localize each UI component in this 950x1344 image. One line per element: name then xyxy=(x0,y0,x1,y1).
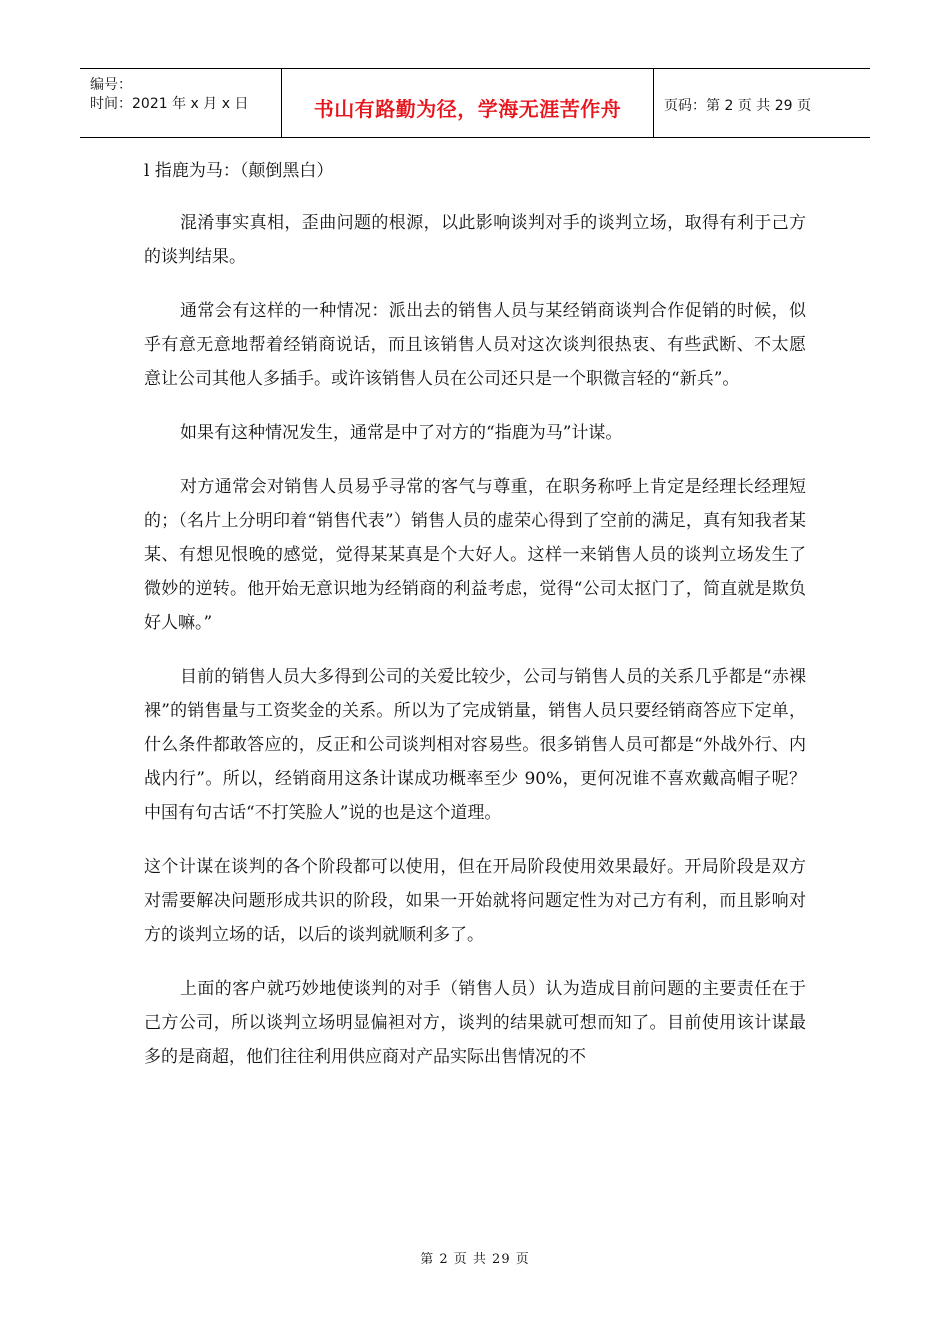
header-page-cell xyxy=(654,69,870,137)
header-motto: 书山有路勤为径，学海无涯苦作舟 xyxy=(313,97,622,121)
paragraph-1: 混淆事实真相，歪曲问题的根源，以此影响谈判对手的谈判立场，取得有利于己方的谈判结果。 xyxy=(144,213,806,267)
page-footer: 第 2 页 共 29 页 xyxy=(420,1252,530,1267)
page-header xyxy=(80,68,870,138)
document-date-label: 时间：2021 年 x 月 x 日 xyxy=(90,96,249,112)
paragraph-6: 这个计谋在谈判的各个阶段都可以使用，但在开局阶段使用效果最好。开局阶段是双方对需要解决问题形成共识的阶段，如果一开始就将问题定性为对己方有利，而且影响对方的谈判立场的话，以后的谈判就顺利多了。 xyxy=(144,857,806,945)
paragraph-3: 如果有这种情况发生，通常是中了对方的“指鹿为马”计谋。 xyxy=(180,423,623,443)
header-motto-cell xyxy=(282,69,654,137)
document-body xyxy=(144,154,806,1094)
header-page-number: 页码：第 2 页 共 29 页 xyxy=(664,98,811,114)
paragraph-2: 通常会有这样的一种情况：派出去的销售人员与某经销商谈判合作促销的时候，似乎有意无意地帮着经销商说话，而且该销售人员对这次谈判很热衷、有些武断、不太愿意让公司其他人多插手。或许该销售人员在公司还只是一个职微言轻的“新兵”。 xyxy=(144,301,806,389)
paragraph-4: 对方通常会对销售人员易乎寻常的客气与尊重，在职务称呼上肯定是经理长经理短的；（名片上分明印着“销售代表”）销售人员的虚荣心得到了空前的满足，真有知我者某某、有想见恨晚的感觉，觉得某某真是个大好人。这样一来销售人员的谈判立场发生了微妙的逆转。他开始无意识地为经销商的利益考虑，觉得“公司太抠门了，简直就是欺负好人嘛。” xyxy=(144,477,806,633)
paragraph-7: 上面的客户就巧妙地使谈判的对手（销售人员）认为造成目前问题的主要责任在于己方公司，所以谈判立场明显偏袒对方，谈判的结果就可想而知了。目前使用该计谋最多的是商超，他们往往利用供应商对产品实际出售情况的不 xyxy=(144,979,806,1067)
header-info-cell xyxy=(80,69,282,137)
paragraph-5: 目前的销售人员大多得到公司的关爱比较少，公司与销售人员的关系几乎都是“赤裸裸”的销售量与工资奖金的关系。所以为了完成销量，销售人员只要经销商答应下定单，什么条件都敢答应的，反正和公司谈判相对容易些。很多销售人员可都是“外战外行、内战内行”。所以，经销商用这条计谋成功概率至少 90%，更何况谁不喜欢戴高帽子呢？中国有句古话“不打笑脸人”说的也是这个道理。 xyxy=(144,667,806,823)
section-heading: l 指鹿为马：（颠倒黑白） xyxy=(144,161,334,181)
document-number-label: 编号： xyxy=(90,77,132,93)
